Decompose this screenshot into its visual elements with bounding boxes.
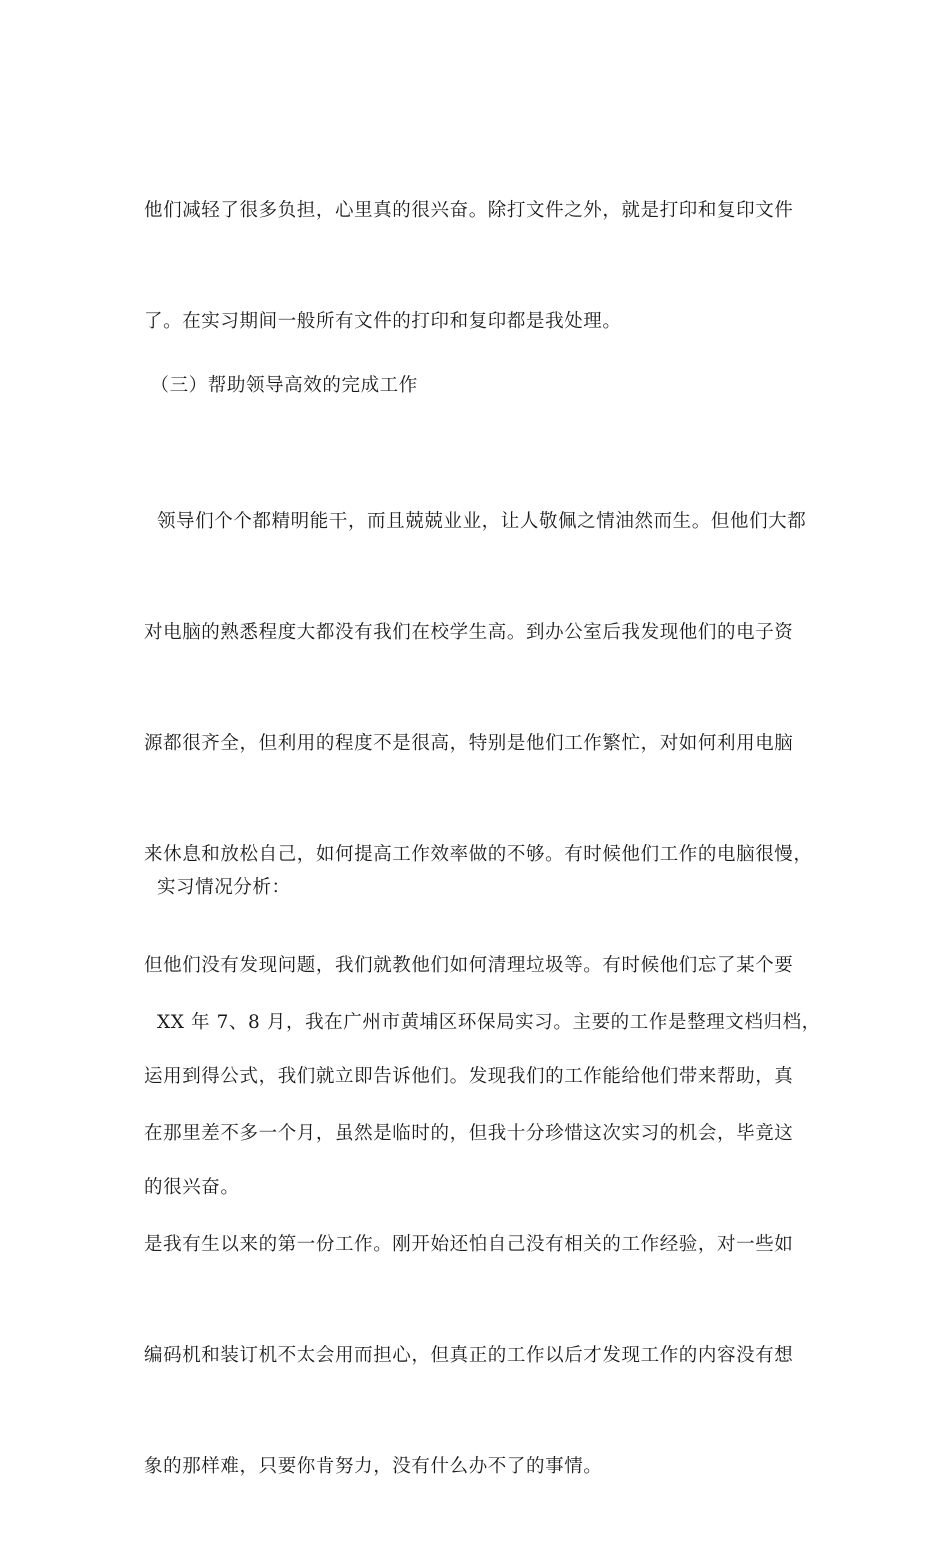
text-line: 运用到得公式，我们就立即告诉他们。发现我们的工作能给他们带来帮助，真	[144, 1066, 794, 1087]
text-line: 在那里差不多一个月，虽然是临时的，但我十分珍惜这次实习的机会，毕竟这	[144, 1123, 794, 1144]
text-line: 源都很齐全，但利用的程度不是很高，特别是他们工作繁忙，对如何利用电脑	[144, 733, 794, 754]
paragraph-internship-analysis	[144, 930, 821, 1559]
text-line: XX 年 7、8 月，我在广州市黄埔区环保局实习。主要的工作是整理文档归档，	[144, 1012, 821, 1033]
text-line: 编码机和装订机不太会用而担心，但真正的工作以后才发现工作的内容没有想	[144, 1345, 794, 1366]
text-line: 象的那样难，只要你肯努力，没有什么办不了的事情。	[144, 1456, 603, 1477]
text-line: 但他们没有发现问题，我们就教他们如何清理垃圾等。有时候他们忘了某个要	[144, 955, 794, 976]
text-line: 来休息和放松自己，如何提高工作效率做的不够。有时候他们工作的电脑很慢，	[144, 844, 813, 865]
text-line: 他们减轻了很多负担，心里真的很兴奋。除打文件之外，就是打印和复印文件	[144, 200, 794, 221]
text-line: 的很兴奋。	[144, 1177, 240, 1198]
text-line: 是我有生以来的第一份工作。刚开始还怕自己没有相关的工作经验，对一些如	[144, 1234, 794, 1255]
heading-text: 实习情况分析：	[144, 877, 291, 898]
text-line: 了。在实习期间一般所有文件的打印和复印都是我处理。	[144, 311, 622, 332]
text-line: 领导们个个都精明能干，而且兢兢业业，让人敬佩之情油然而生。但他们大都	[144, 511, 807, 532]
text-line: 对电脑的熟悉程度大都没有我们在校学生高。到办公室后我发现他们的电子资	[144, 622, 794, 643]
heading-text: （三）帮助领导高效的完成工作	[144, 375, 418, 396]
